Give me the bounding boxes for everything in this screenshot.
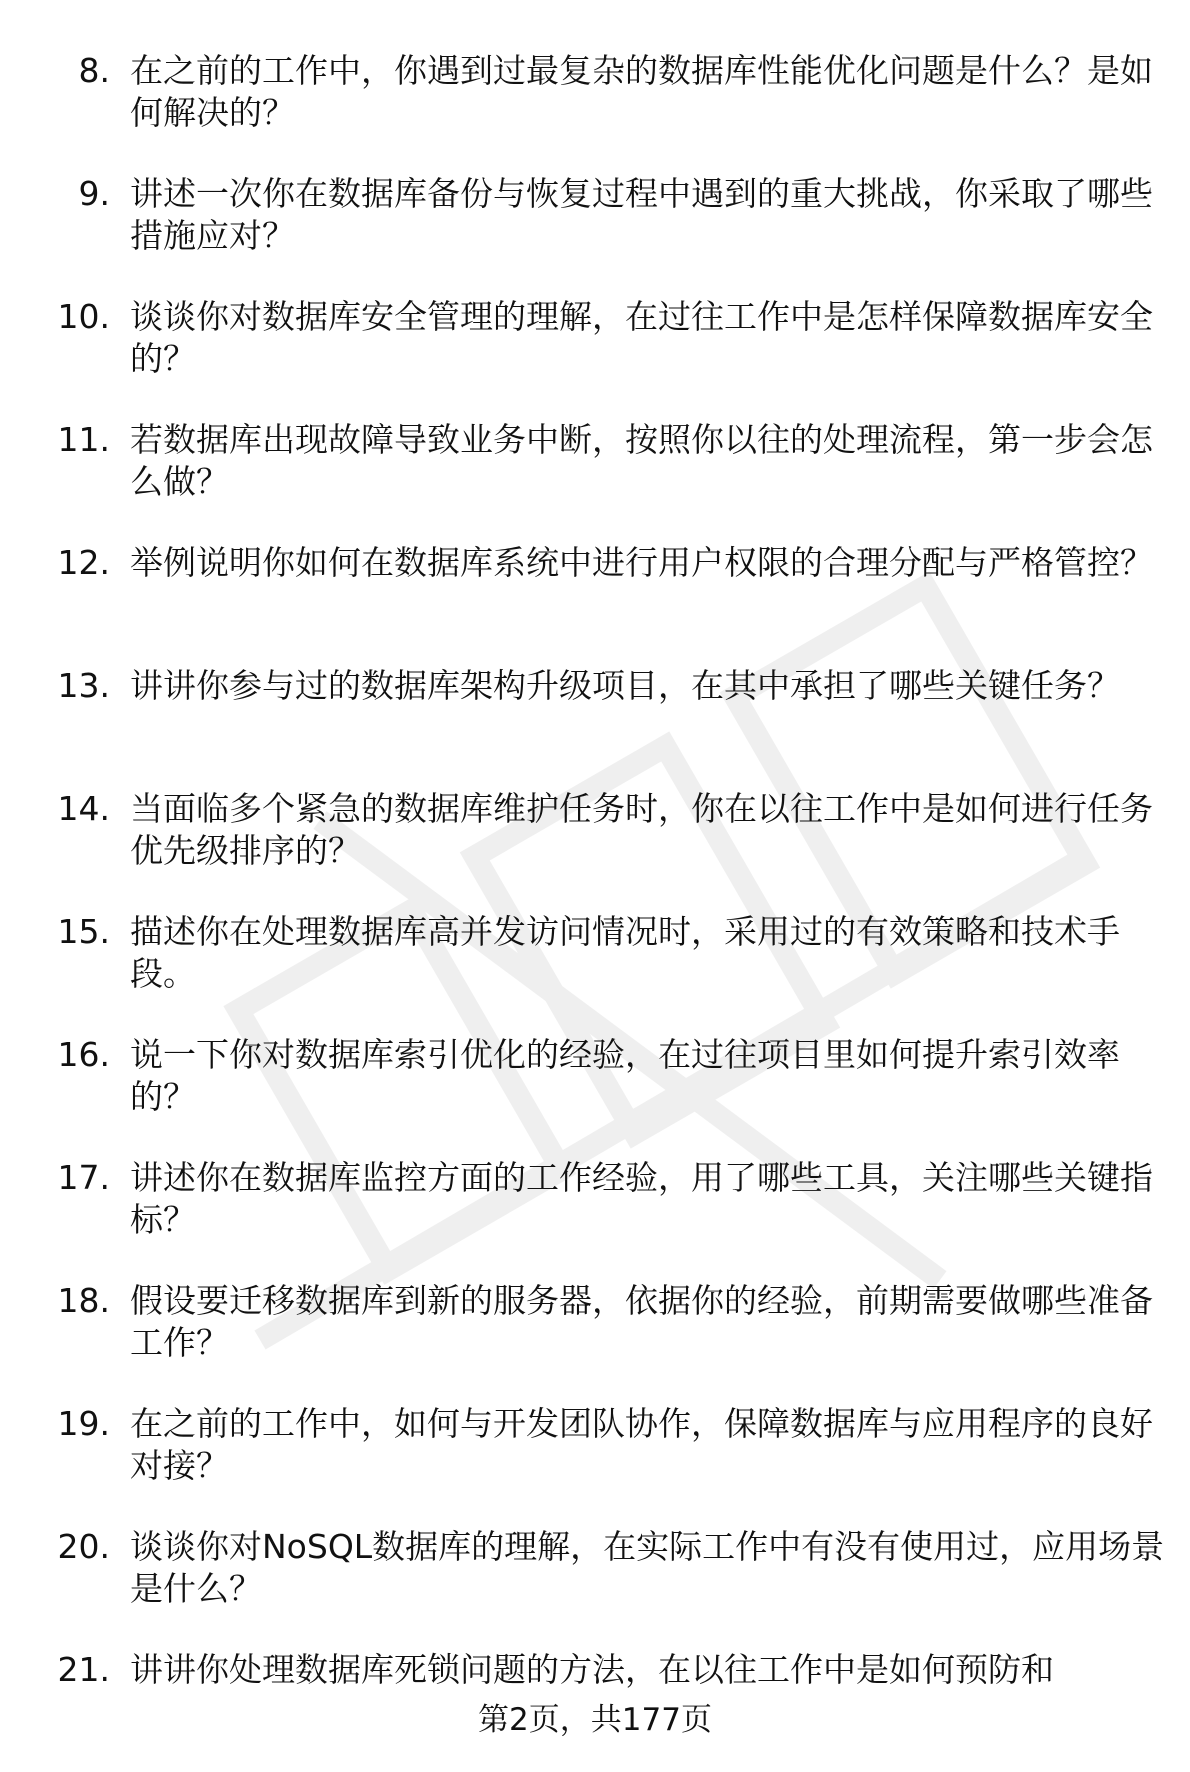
- question-text: 若数据库出现故障导致业务中断，按照你以往的处理流程，第一步会怎么做？: [130, 420, 1153, 501]
- question-text: 说一下你对数据库索引优化的经验，在过往项目里如何提升索引效率的？: [130, 1035, 1120, 1116]
- page-indicator: 第2页，共177页: [478, 1702, 712, 1738]
- question-text: 在之前的工作中，你遇到过最复杂的数据库性能优化问题是什么？是如何解决的？: [130, 51, 1153, 132]
- question-list: [0, 50, 1190, 1772]
- question-number: 13.: [57, 666, 110, 705]
- question-item: [0, 665, 1190, 788]
- question-number: 15.: [57, 912, 110, 951]
- question-number: 21.: [57, 1650, 110, 1689]
- question-text: 讲述一次你在数据库备份与恢复过程中遇到的重大挑战，你采取了哪些措施应对？: [130, 174, 1153, 255]
- question-item: [0, 419, 1190, 542]
- question-item: [0, 50, 1190, 173]
- question-text: 假设要迁移数据库到新的服务器，依据你的经验，前期需要做哪些准备工作？: [130, 1281, 1153, 1362]
- question-item: [0, 788, 1190, 911]
- question-number: 10.: [57, 297, 110, 336]
- question-text: 谈谈你对数据库安全管理的理解，在过往工作中是怎样保障数据库安全的？: [130, 297, 1153, 378]
- question-number: 17.: [57, 1158, 110, 1197]
- question-number: 16.: [57, 1035, 110, 1074]
- question-item: [0, 1403, 1190, 1526]
- question-text: 谈谈你对NoSQL数据库的理解，在实际工作中有没有使用过，应用场景是什么？: [130, 1527, 1165, 1608]
- question-number: 14.: [57, 789, 110, 828]
- question-number: 11.: [57, 420, 110, 459]
- question-text: 描述你在处理数据库高并发访问情况时，采用过的有效策略和技术手段。: [130, 912, 1120, 993]
- question-item: [0, 173, 1190, 296]
- question-number: 9.: [78, 174, 110, 213]
- question-text: 在之前的工作中，如何与开发团队协作，保障数据库与应用程序的良好对接？: [130, 1404, 1153, 1485]
- question-text: 讲讲你处理数据库死锁问题的方法，在以往工作中是如何预防和: [130, 1650, 1054, 1689]
- question-item: [0, 1280, 1190, 1403]
- question-number: 20.: [57, 1527, 110, 1566]
- question-number: 12.: [57, 543, 110, 582]
- question-number: 19.: [57, 1404, 110, 1443]
- question-text: 讲讲你参与过的数据库架构升级项目，在其中承担了哪些关键任务？: [130, 666, 1120, 705]
- question-number: 18.: [57, 1281, 110, 1320]
- question-number: 8.: [78, 51, 110, 90]
- question-item: [0, 911, 1190, 1034]
- question-item: [0, 542, 1190, 665]
- question-item: [0, 1526, 1190, 1649]
- question-text: 举例说明你如何在数据库系统中进行用户权限的合理分配与严格管控？: [130, 543, 1153, 582]
- question-item: [0, 296, 1190, 419]
- question-text: 当面临多个紧急的数据库维护任务时，你在以往工作中是如何进行任务优先级排序的？: [130, 789, 1153, 870]
- question-item: [0, 1157, 1190, 1280]
- question-item: [0, 1034, 1190, 1157]
- question-text: 讲述你在数据库监控方面的工作经验，用了哪些工具，关注哪些关键指标？: [130, 1158, 1153, 1239]
